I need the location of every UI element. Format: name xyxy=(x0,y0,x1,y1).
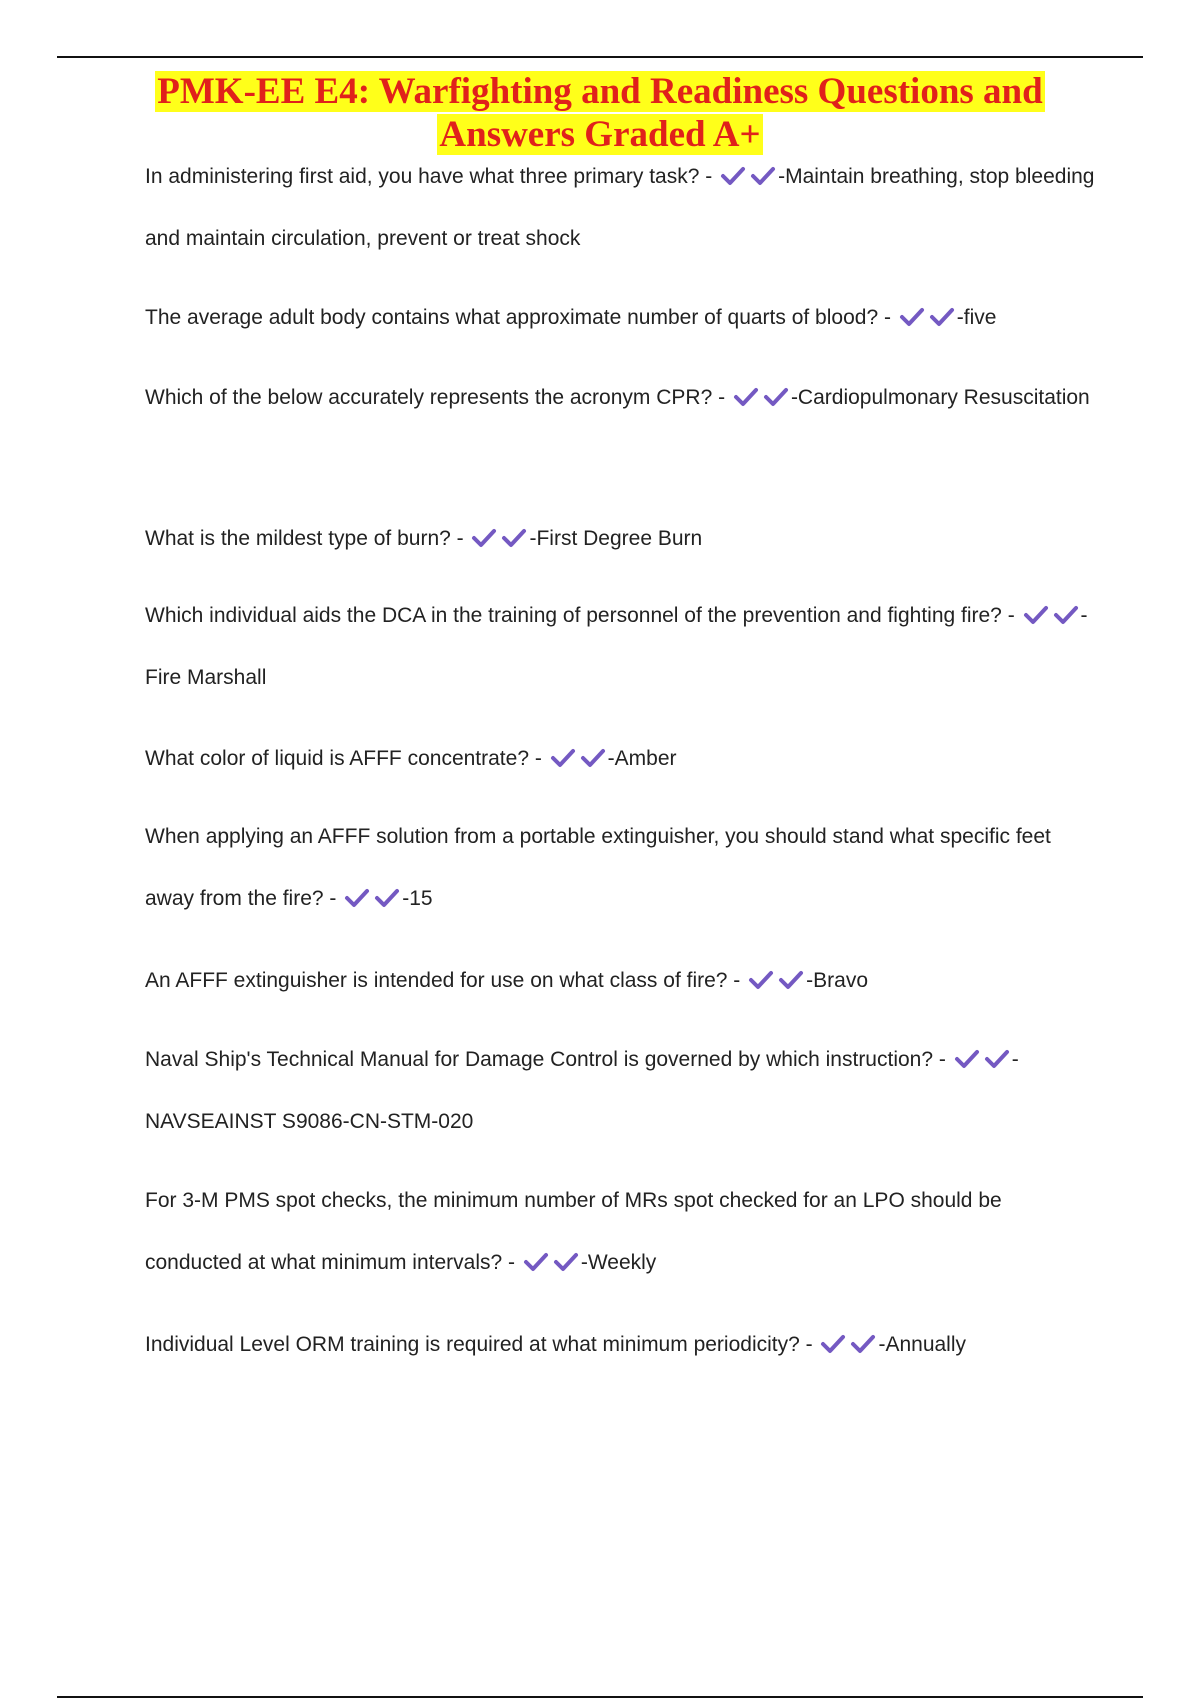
title-line-1: PMK-EE E4: Warfighting and Readiness Questions and xyxy=(157,71,1043,112)
checkmark-icon xyxy=(1023,605,1049,625)
question-text: Individual Level ORM training is required at what minimum periodicity? - xyxy=(145,1333,813,1356)
question-text: An AFFF extinguisher is intended for use on what class of fire? - xyxy=(145,969,741,992)
checkmark-icon xyxy=(820,1334,846,1354)
question-text: What color of liquid is AFFF concentrate? - xyxy=(145,747,542,770)
checkmark-icon xyxy=(748,970,774,990)
answer-text: -15 xyxy=(402,887,433,910)
title-line-2: Answers Graded A+ xyxy=(439,114,761,155)
question-text: When applying an AFFF solution from a portable extinguisher, you should stand what specific feet away from the fire? - xyxy=(145,825,1051,910)
qa-item xyxy=(145,728,1095,790)
qa-item xyxy=(145,1170,1095,1294)
bottom-rule xyxy=(57,1696,1143,1698)
question-text: Which of the below accurately represents the acronym CPR? - xyxy=(145,386,726,409)
checkmark-icon xyxy=(954,1049,980,1069)
question-text: The average adult body contains what approximate number of quarts of blood? - xyxy=(145,306,891,329)
checkmark-icon xyxy=(501,528,527,548)
checkmark-icon xyxy=(720,166,746,186)
answer-text: -Maintain breathing, stop bleeding and maintain circulation, prevent or treat shock xyxy=(145,165,1095,250)
qa-item xyxy=(145,367,1095,429)
question-text: What is the mildest type of burn? - xyxy=(145,527,464,550)
checkmark-icon xyxy=(550,748,576,768)
qa-item xyxy=(145,585,1095,709)
answer-text: -Cardiopulmonary Resuscitation xyxy=(790,386,1090,409)
checkmark-icon xyxy=(523,1252,549,1272)
checkmark-icon xyxy=(899,307,925,327)
qa-item xyxy=(145,1314,1095,1376)
answer-text: -Bravo xyxy=(806,969,868,992)
question-text: In administering first aid, you have what three primary task? - xyxy=(145,165,713,188)
checkmark-icon xyxy=(733,387,759,407)
checkmark-icon xyxy=(580,748,606,768)
top-rule xyxy=(57,56,1143,58)
checkmark-icon xyxy=(374,888,400,908)
qa-item xyxy=(145,287,1095,349)
checkmark-icon xyxy=(1053,605,1079,625)
checkmark-icon xyxy=(471,528,497,548)
qa-item xyxy=(145,508,1095,570)
question-text: Which individual aids the DCA in the training of personnel of the prevention and fighting fire? - xyxy=(145,604,1015,627)
question-text: For 3-M PMS spot checks, the minimum number of MRs spot checked for an LPO should be conducted at what minimum intervals? - xyxy=(145,1189,1002,1274)
checkmark-icon xyxy=(850,1334,876,1354)
answer-text: -Annually xyxy=(878,1333,967,1356)
document-title xyxy=(0,70,1200,156)
qa-item xyxy=(145,146,1095,270)
checkmark-icon xyxy=(778,970,804,990)
qa-item xyxy=(145,1029,1095,1153)
answer-text: -Weekly xyxy=(580,1251,657,1274)
checkmark-icon xyxy=(984,1049,1010,1069)
answer-text: -NAVSEAINST S9086-CN-STM-020 xyxy=(145,1048,1019,1133)
checkmark-icon xyxy=(553,1252,579,1272)
qa-item xyxy=(145,950,1095,1012)
answer-text: -Amber xyxy=(607,747,677,770)
checkmark-icon xyxy=(929,307,955,327)
checkmark-icon xyxy=(344,888,370,908)
checkmark-icon xyxy=(750,166,776,186)
answer-text: -First Degree Burn xyxy=(529,527,703,550)
checkmark-icon xyxy=(763,387,789,407)
answer-text: -five xyxy=(956,306,997,329)
question-text: Naval Ship's Technical Manual for Damage Control is governed by which instruction? - xyxy=(145,1048,946,1071)
answer-text: -Fire Marshall xyxy=(145,604,1088,689)
qa-item xyxy=(145,806,1095,930)
